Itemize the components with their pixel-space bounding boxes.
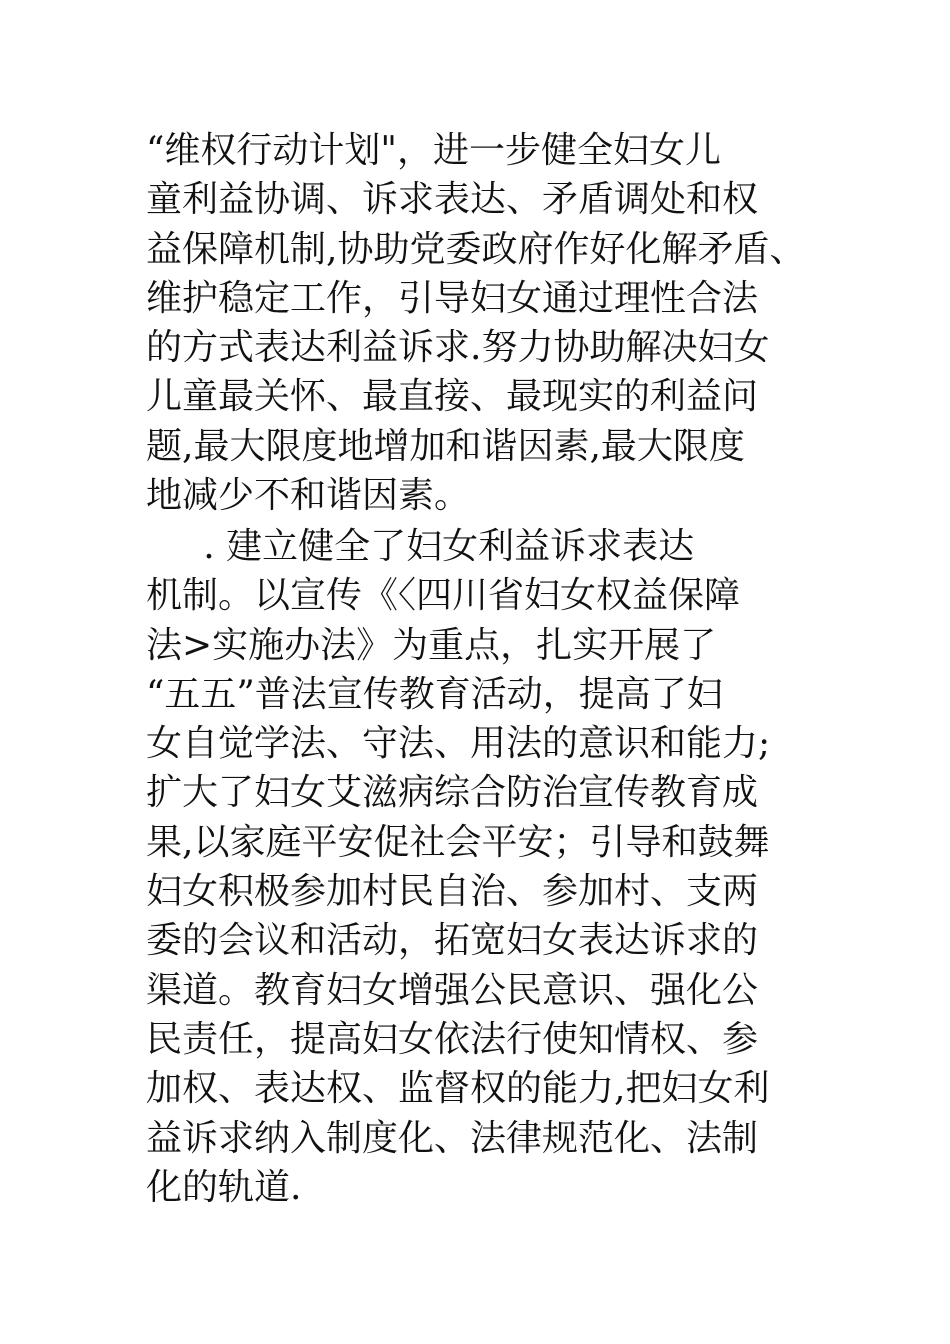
paragraph-line: 的方式表达利益诉求.努力协助解决妇女 [146, 327, 770, 369]
paragraph-line: 益诉求纳入制度化、法律规范化、法制 [146, 1117, 759, 1159]
paragraph-line: 儿童最关怀、最直接、最现实的利益问 [146, 376, 759, 418]
paragraph-line: 民责任，提高妇女依法行使知情权、参 [146, 1018, 759, 1060]
paragraph-line: 维护稳定工作，引导妇女通过理性合法 [146, 277, 759, 319]
paragraph-line: 童利益协调、诉求表达、矛盾调处和权 [146, 179, 759, 221]
paragraph-1 [146, 126, 826, 520]
paragraph-line: “五五”普法宣传教育活动，提高了妇 [146, 673, 723, 715]
paragraph-line: 扩大了妇女艾滋病综合防治宣传教育成 [146, 772, 759, 814]
paragraph-line: 渠道。教育妇女增强公民意识、强化公 [146, 969, 759, 1011]
paragraph-line: 化的轨道. [146, 1166, 302, 1208]
paragraph-line: 题,最大限度地增加和谐因素,最大限度 [146, 425, 745, 467]
paragraph-2 [146, 522, 826, 1212]
paragraph-line: 果,以家庭平安促社会平安；引导和鼓舞 [146, 821, 770, 863]
paragraph-line: 益保障机制,协助党委政府作好化解矛盾、 [146, 228, 806, 270]
paragraph-line: 地减少不和谐因素。 [146, 475, 471, 517]
paragraph-line: 加权、表达权、监督权的能力,把妇女利 [146, 1068, 770, 1110]
paragraph-line: 妇女积极参加村民自治、参加村、支两 [146, 871, 759, 913]
paragraph-line: “维权行动计划"，进一步健全妇女儿 [146, 130, 721, 171]
paragraph-line: 法>实施办法》为重点，扎实开展了 [146, 624, 717, 666]
paragraph-line: 机制。以宣传《〈四川省妇女权益保障 [146, 575, 741, 617]
paragraph-line: . 建立健全了妇女利益诉求表达 [146, 526, 695, 567]
paragraph-line: 委的会议和活动，拓宽妇女表达诉求的 [146, 920, 759, 962]
paragraph-line: 女自觉学法、守法、用法的意识和能力; [146, 723, 771, 765]
